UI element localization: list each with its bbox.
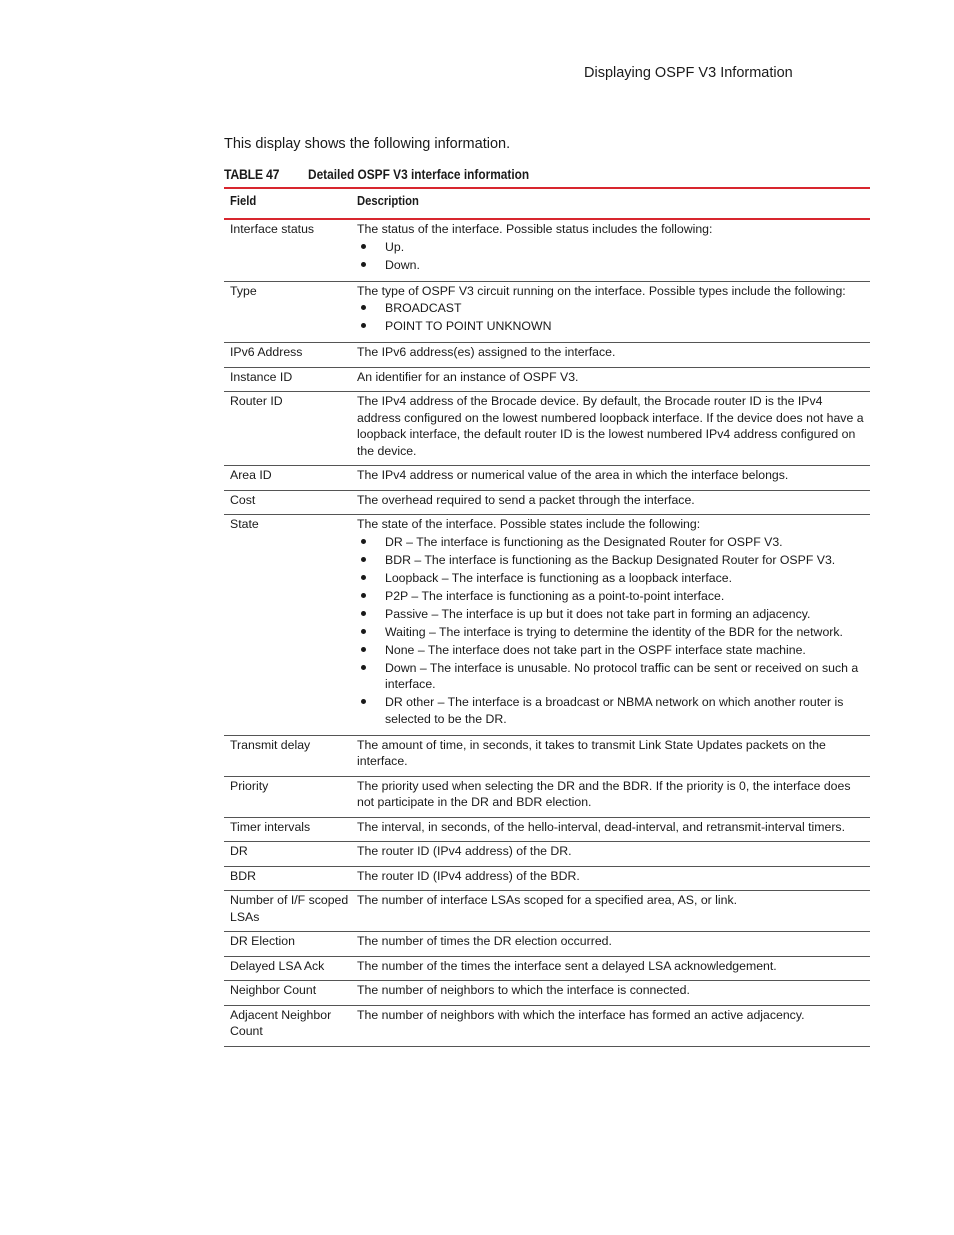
- table-row: [224, 932, 870, 957]
- field-description-cell: [357, 777, 870, 817]
- bullet-item: BROADCAST: [357, 300, 864, 317]
- field-description-cell: [357, 981, 870, 1005]
- field-name: Interface status: [230, 222, 315, 236]
- bullet-item: BDR – The interface is functioning as the Backup Designated Router for OSPF V3.: [357, 552, 864, 569]
- bullet-item: Down.: [357, 257, 864, 274]
- table-number: TABLE 47: [224, 166, 280, 182]
- bullet-item: POINT TO POINT UNKNOWN: [357, 318, 864, 335]
- field-description: The type of OSPF V3 circuit running on the interface. Possible types include the following:: [357, 283, 846, 298]
- field-name: DR Election: [230, 934, 295, 948]
- field-name: Cost: [230, 492, 256, 507]
- table-row: [224, 392, 870, 466]
- field-description-cell: [357, 392, 870, 465]
- bullet-item: None – The interface does not take part in the OSPF interface state machine.: [357, 642, 864, 659]
- field-description-cell: [357, 368, 870, 392]
- field-description-cell: [357, 818, 870, 842]
- bullet-item: Loopback – The interface is functioning as a loopback interface.: [357, 570, 864, 587]
- field-description: An identifier for an instance of OSPF V3.: [357, 369, 579, 384]
- bullet-item: Down – The interface is unusable. No protocol traffic can be sent or received on such a interface.: [357, 660, 864, 693]
- field-description: The number of neighbors to which the interface is connected.: [357, 983, 690, 997]
- field-description: The router ID (IPv4 address) of the DR.: [357, 844, 572, 858]
- bullet-item: DR other – The interface is a broadcast or NBMA network on which another router is selected to be the DR.: [357, 694, 864, 727]
- table-body: [224, 220, 870, 1047]
- field-description-cell: [357, 891, 870, 931]
- running-header: Displaying OSPF V3 Information: [584, 65, 793, 81]
- field-description-cell: [357, 842, 870, 866]
- field-name: IPv6 Address: [230, 345, 303, 359]
- field-name: Number of I/F scoped LSAs: [230, 893, 349, 924]
- bullet-list: [357, 239, 864, 274]
- field-description-cell: [357, 957, 870, 981]
- field-description: The amount of time, in seconds, it takes to transmit Link State Updates packets on the interface.: [357, 737, 826, 768]
- bullet-list: [357, 534, 864, 728]
- table-row: [224, 818, 870, 843]
- column-header-field: Field: [230, 194, 257, 208]
- field-description: The router ID (IPv4 address) of the BDR.: [357, 868, 580, 883]
- table-row: [224, 491, 870, 516]
- field-name: Priority: [230, 778, 269, 793]
- field-name: Delayed LSA Ack: [230, 958, 325, 973]
- table-row: [224, 957, 870, 982]
- field-description-cell: [357, 220, 870, 281]
- definition-table: [224, 187, 870, 1047]
- field-description-cell: [357, 491, 870, 515]
- field-name: Adjacent Neighbor Count: [230, 1007, 332, 1038]
- field-description-cell: [357, 867, 870, 891]
- field-description-cell: [357, 1006, 870, 1046]
- field-name: Router ID: [230, 394, 283, 408]
- table-row: [224, 842, 870, 867]
- table-row: [224, 368, 870, 393]
- field-description-cell: [357, 282, 870, 343]
- bullet-item: Passive – The interface is up but it does not take part in forming an adjacency.: [357, 606, 864, 623]
- field-name: DR: [230, 844, 248, 858]
- field-name: Type: [230, 283, 257, 298]
- table-row: [224, 515, 870, 736]
- bullet-list: [357, 300, 864, 335]
- field-description-cell: [357, 466, 870, 490]
- field-name: Timer intervals: [230, 819, 311, 834]
- table-row: [224, 220, 870, 282]
- field-description: The number of the times the interface sent a delayed LSA acknowledgement.: [357, 958, 777, 973]
- field-name: Transmit delay: [230, 737, 311, 752]
- field-description-cell: [357, 343, 870, 367]
- intro-text: This display shows the following information.: [224, 136, 511, 152]
- field-description: The number of times the DR election occurred.: [357, 934, 612, 948]
- table-row: [224, 981, 870, 1006]
- table-row: [224, 343, 870, 368]
- table-row: [224, 282, 870, 344]
- field-description: The IPv6 address(es) assigned to the interface.: [357, 345, 616, 359]
- field-name: BDR: [230, 868, 256, 883]
- table-row: [224, 867, 870, 892]
- table-row: [224, 891, 870, 932]
- field-description: The status of the interface. Possible status includes the following:: [357, 222, 713, 236]
- field-description: The IPv4 address or numerical value of the area in which the interface belongs.: [357, 468, 789, 482]
- bullet-item: DR – The interface is functioning as the Designated Router for OSPF V3.: [357, 534, 864, 551]
- field-description-cell: [357, 736, 870, 776]
- field-name: Instance ID: [230, 369, 293, 384]
- field-description: The overhead required to send a packet through the interface.: [357, 492, 695, 507]
- table-row: [224, 466, 870, 491]
- field-description-cell: [357, 515, 870, 735]
- field-name: Area ID: [230, 468, 272, 482]
- table-row: [224, 777, 870, 818]
- field-description-cell: [357, 932, 870, 956]
- field-description: The interval, in seconds, of the hello-interval, dead-interval, and retransmit-interval timers.: [357, 819, 845, 834]
- field-description: The number of interface LSAs scoped for a specified area, AS, or link.: [357, 893, 738, 907]
- table-header-row: [224, 189, 870, 220]
- bullet-item: Up.: [357, 239, 864, 256]
- field-description: The priority used when selecting the DR and the BDR. If the priority is 0, the interface does not participate in the DR and BDR election.: [357, 778, 851, 809]
- field-name: State: [230, 517, 259, 531]
- field-description: The IPv4 address of the Brocade device. By default, the Brocade router ID is the IPv4 address configured on the lowest numbered loopback interface. If the device does not have a loopback interface, the default router ID is the lowest numbered IPv4 address configured on the device.: [357, 394, 864, 458]
- table-caption: [224, 166, 870, 182]
- table-row: [224, 1006, 870, 1047]
- bullet-item: Waiting – The interface is trying to determine the identity of the BDR for the network.: [357, 624, 864, 641]
- table-title: Detailed OSPF V3 interface information: [308, 167, 530, 182]
- column-header-description: Description: [357, 194, 419, 208]
- bullet-item: P2P – The interface is functioning as a point-to-point interface.: [357, 588, 864, 605]
- field-name: Neighbor Count: [230, 983, 317, 997]
- field-description: The state of the interface. Possible states include the following:: [357, 517, 701, 531]
- field-description: The number of neighbors with which the interface has formed an active adjacency.: [357, 1007, 805, 1022]
- table-row: [224, 736, 870, 777]
